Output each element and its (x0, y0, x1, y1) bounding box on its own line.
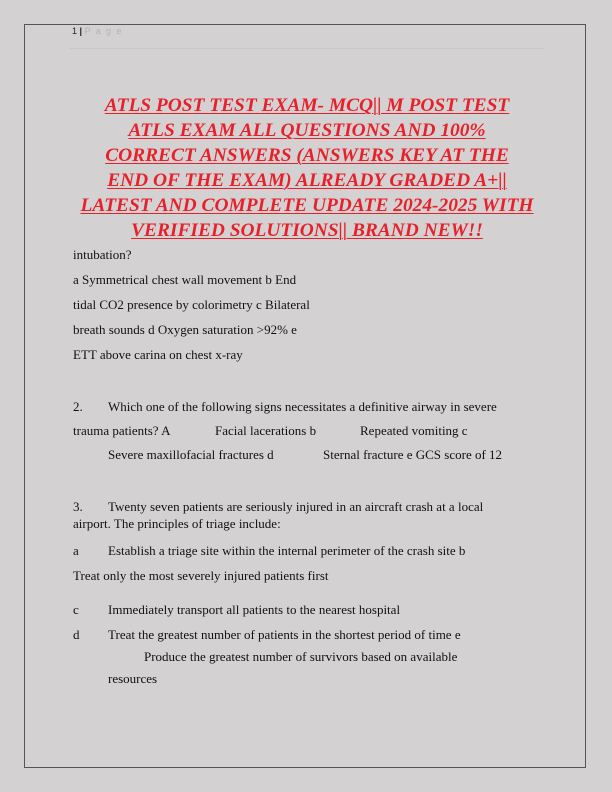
q1-line: a Symmetrical chest wall movement b End (73, 272, 297, 287)
q3-option-d-letter: d (73, 627, 80, 642)
header-divider (70, 48, 544, 49)
q3-option-a: Establish a triage site within the internal perimeter of the crash site b (108, 543, 466, 558)
page-label: P a g e (84, 26, 123, 36)
q2-option-c: Severe maxillofacial fractures d (108, 447, 274, 462)
q3-stem-line1: Twenty seven patients are seriously injured in an aircraft crash at a local (108, 499, 484, 514)
title-line: END OF THE EXAM) ALREADY GRADED A+|| (107, 170, 507, 191)
page-header (72, 26, 123, 36)
q3-option-c: Immediately transport all patients to the nearest hospital (108, 602, 401, 617)
q2-option-b: Repeated vomiting c (360, 423, 468, 438)
page-number: 1 (72, 26, 78, 36)
q2-lead: trauma patients? A (73, 423, 171, 438)
q1-line: intubation? (73, 247, 132, 262)
q3-option-e-line1: Produce the greatest number of survivors based on available (144, 649, 458, 664)
header-separator: | (79, 26, 83, 36)
title-line: LATEST AND COMPLETE UPDATE 2024-2025 WITH (80, 195, 534, 216)
title-line: CORRECT ANSWERS (ANSWERS KEY AT THE (105, 145, 509, 166)
q2-stem: Which one of the following signs necessitates a definitive airway in severe (108, 399, 497, 414)
title-line: ATLS POST TEST EXAM- MCQ|| M POST TEST (104, 95, 510, 116)
q1-line: tidal CO2 presence by colorimetry c Bilateral (73, 297, 310, 312)
document-title (64, 93, 550, 243)
q3-option-c-letter: c (73, 602, 79, 617)
title-line: ATLS EXAM ALL QUESTIONS AND 100% (128, 120, 486, 141)
q2-option-d: Sternal fracture e GCS score of 12 (323, 447, 503, 462)
q3-number: 3. (73, 499, 83, 514)
q1-line: breath sounds d Oxygen saturation >92% e (73, 322, 297, 337)
q3-option-b: Treat only the most severely injured patients first (73, 568, 329, 583)
q2-number: 2. (73, 399, 83, 414)
title-line: VERIFIED SOLUTIONS|| BRAND NEW!! (131, 220, 483, 241)
q3-stem-line2: airport. The principles of triage include: (73, 516, 281, 531)
q1-line: ETT above carina on chest x-ray (73, 347, 243, 362)
q3-option-a-letter: a (73, 543, 79, 558)
q3-option-d: Treat the greatest number of patients in the shortest period of time e (108, 627, 461, 642)
q3-option-e-line2: resources (108, 671, 158, 686)
q2-option-a: Facial lacerations b (215, 423, 317, 438)
